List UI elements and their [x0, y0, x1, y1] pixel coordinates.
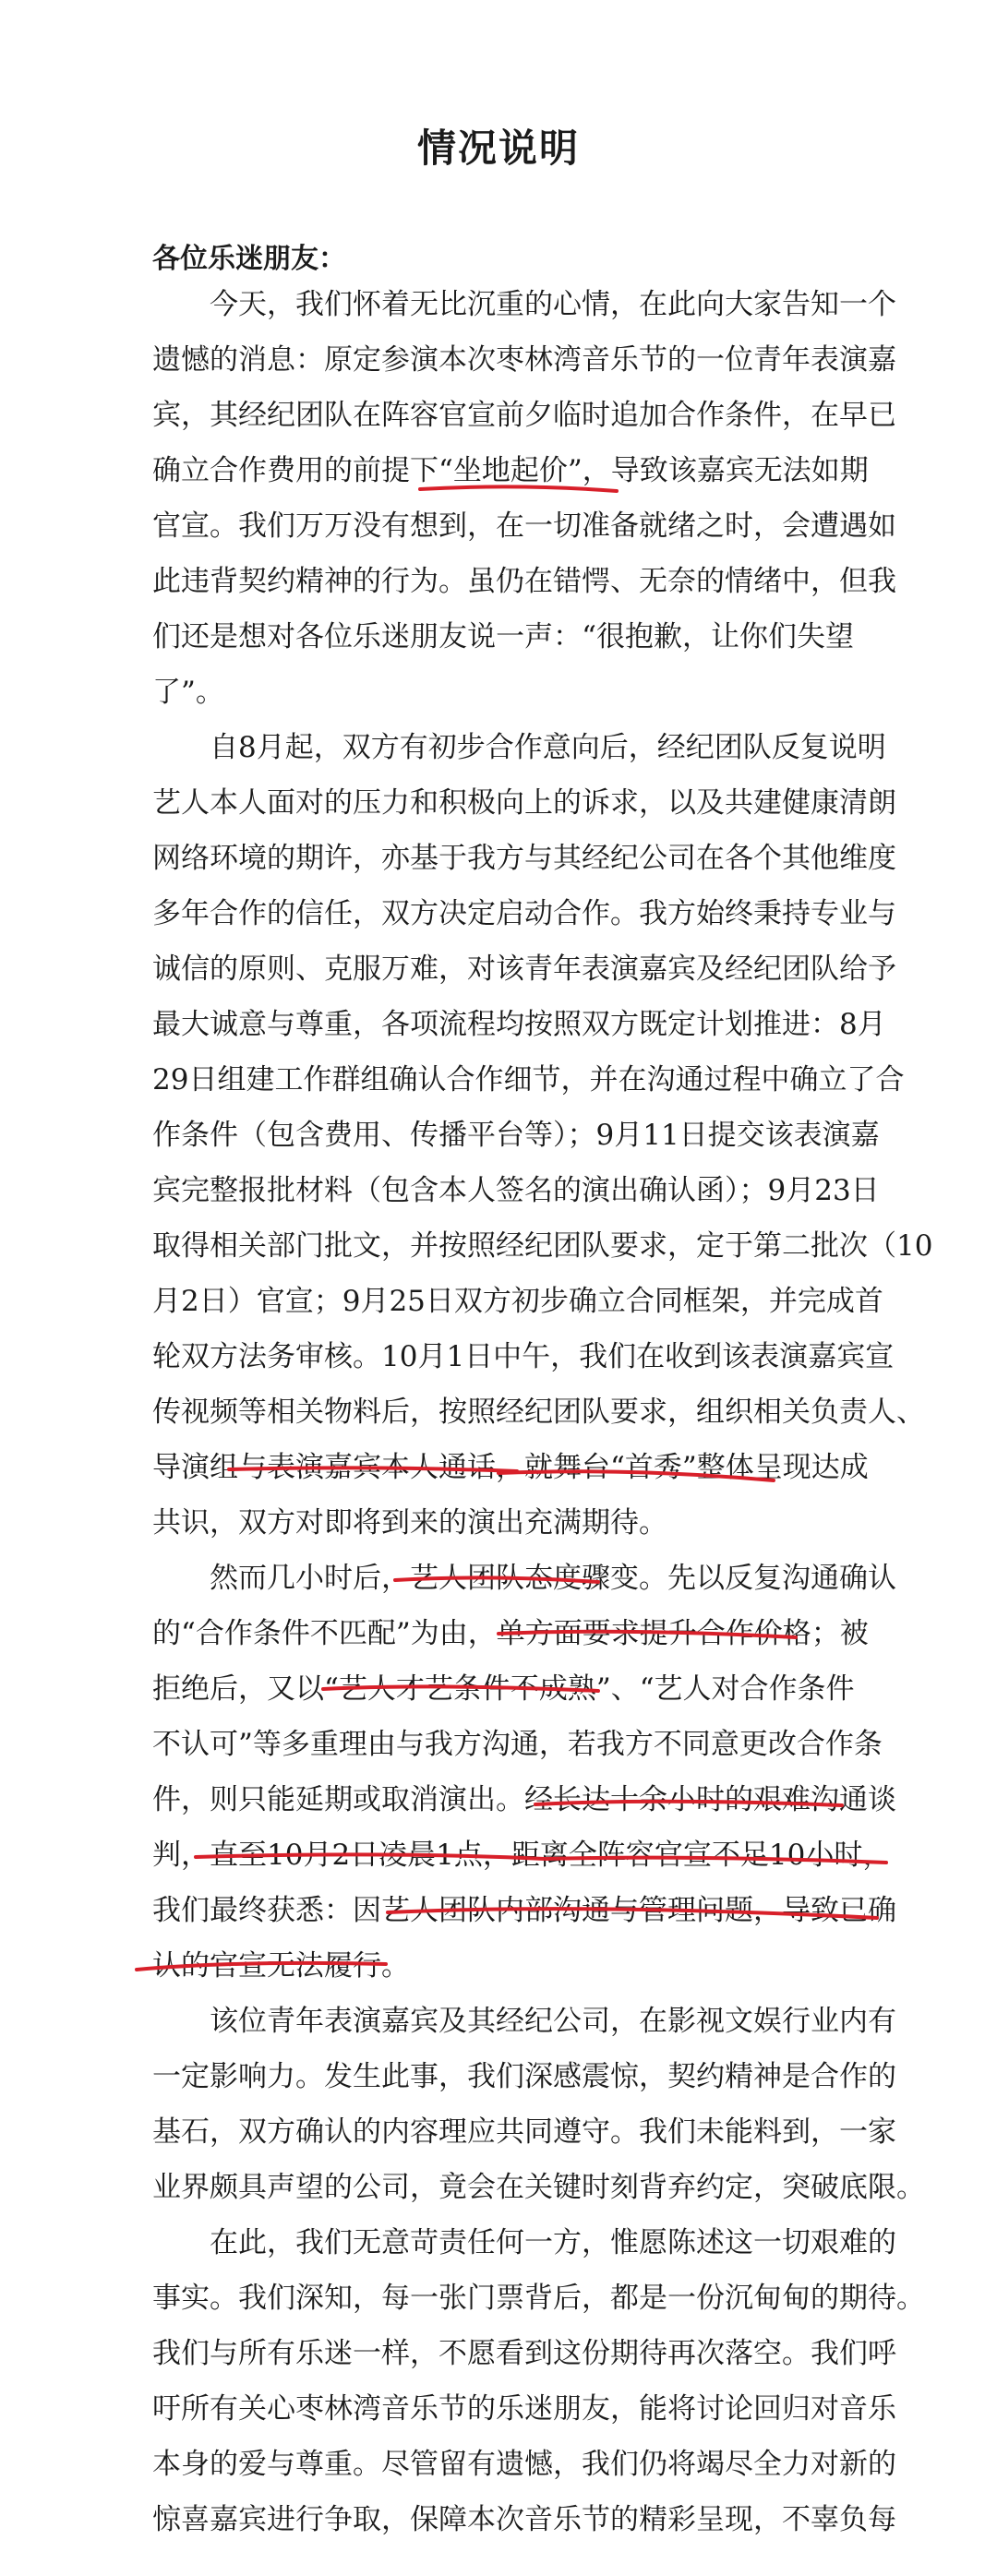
text-line: 确立合作费用的前提下“坐地起价”，导致该嘉宾无法如期 — [152, 454, 869, 487]
text-line: 我们与所有乐迷一样，不愿看到这份期待再次落空。我们呼 — [152, 2337, 896, 2370]
text-line: 判，直至10月2日凌晨1点，距离全阵容官宣不足10小时， — [152, 1839, 892, 1872]
text-line: 认的官宣无法履行。 — [152, 1949, 410, 1983]
text-line: 导演组与表演嘉宾本人通话，就舞台“首秀”整体呈现达成 — [152, 1451, 869, 1484]
text-line: 共识，双方对即将到来的演出充满期待。 — [152, 1506, 667, 1540]
salutation: 各位乐迷朋友： — [152, 243, 346, 275]
text-line: 了”。 — [152, 676, 224, 709]
text-line: 作条件（包含费用、传播平台等）；9月11日提交该表演嘉 — [152, 1119, 880, 1152]
text-line: 29日组建工作群组确认合作细节，并在沟通过程中确立了合 — [152, 1063, 905, 1096]
text-line: 多年合作的信任，双方决定启动合作。我方始终秉持专业与 — [152, 897, 896, 930]
text-line: 们还是想对各位乐迷朋友说一声：“很抱歉，让你们失望 — [152, 620, 854, 653]
text-line: 此违背契约精神的行为。虽仍在错愕、无奈的情绪中，但我 — [152, 565, 896, 598]
text-line: 本身的爱与尊重。尽管留有遗憾，我们仍将竭尽全力对新的 — [152, 2448, 896, 2481]
text-line: 件，则只能延期或取消演出。经长达十余小时的艰难沟通谈 — [152, 1783, 896, 1816]
text-line: 业界颇具声望的公司，竟会在关键时刻背弃约定，突破底限。 — [152, 2171, 925, 2204]
text-line: 艺人本人面对的压力和积极向上的诉求，以及共建健康清朗 — [152, 786, 896, 820]
text-line: 今天，我们怀着无比沉重的心情，在此向大家告知一个 — [210, 288, 896, 321]
text-line: 轮双方法务审核。10月1日中午，我们在收到该表演嘉宾宣 — [152, 1340, 895, 1373]
text-line: 宾，其经纪团队在阵容官宣前夕临时追加合作条件，在早已 — [152, 399, 896, 432]
text-line: 吁所有关心枣林湾音乐节的乐迷朋友，能将讨论回归对音乐 — [152, 2392, 896, 2426]
text-line: 基石，双方确认的内容理应共同遵守。我们未能料到，一家 — [152, 2115, 896, 2149]
text-line: 宾完整报批材料（包含本人签名的演出确认函）；9月23日 — [152, 1174, 880, 1207]
text-line: 然而几小时后，艺人团队态度骤变。先以反复沟通确认 — [210, 1562, 896, 1595]
text-line: 不认可”等多重理由与我方沟通，若我方不同意更改合作条 — [152, 1728, 883, 1761]
text-line: 传视频等相关物料后，按照经纪团队要求，组织相关负责人、 — [152, 1396, 925, 1429]
text-line: 在此，我们无意苛责任何一方，惟愿陈述这一切艰难的 — [210, 2226, 896, 2259]
text-line: 自8月起，双方有初步合作意向后，经纪团队反复说明 — [210, 731, 886, 764]
text-line: 一定影响力。发生此事，我们深感震惊，契约精神是合作的 — [152, 2060, 896, 2093]
text-line: 该位青年表演嘉宾及其经纪公司，在影视文娱行业内有 — [210, 2005, 896, 2038]
text-line: 事实。我们深知，每一张门票背后，都是一份沉甸甸的期待。 — [152, 2282, 925, 2315]
text-line: 遗憾的消息：原定参演本次枣林湾音乐节的一位青年表演嘉 — [152, 343, 896, 377]
text-line: 官宣。我们万万没有想到，在一切准备就绪之时，会遭遇如 — [152, 509, 896, 543]
text-line: 惊喜嘉宾进行争取，保障本次音乐节的精彩呈现，不辜负每 — [152, 2503, 896, 2536]
text-line: 诚信的原则、克服万难，对该青年表演嘉宾及经纪团队给予 — [152, 953, 896, 986]
text-line: 网络环境的期许，亦基于我方与其经纪公司在各个其他维度 — [152, 842, 896, 875]
text-line: 取得相关部门批文，并按照经纪团队要求，定于第二批次（10 — [152, 1229, 933, 1263]
text-line: 月2日）官宣；9月25日双方初步确立合同框架，并完成首 — [152, 1285, 883, 1318]
text-line: 拒绝后，又以“艺人才艺条件不成熟”、“艺人对合作条件 — [152, 1672, 855, 1706]
text-line: 的“合作条件不匹配”为由，单方面要求提升合作价格；被 — [152, 1617, 869, 1650]
document-title: 情况说明 — [416, 126, 580, 171]
text-line: 最大诚意与尊重，各项流程均按照双方既定计划推进：8月 — [152, 1008, 886, 1041]
text-line: 我们最终获悉：因艺人团队内部沟通与管理问题，导致已确 — [152, 1894, 896, 1927]
